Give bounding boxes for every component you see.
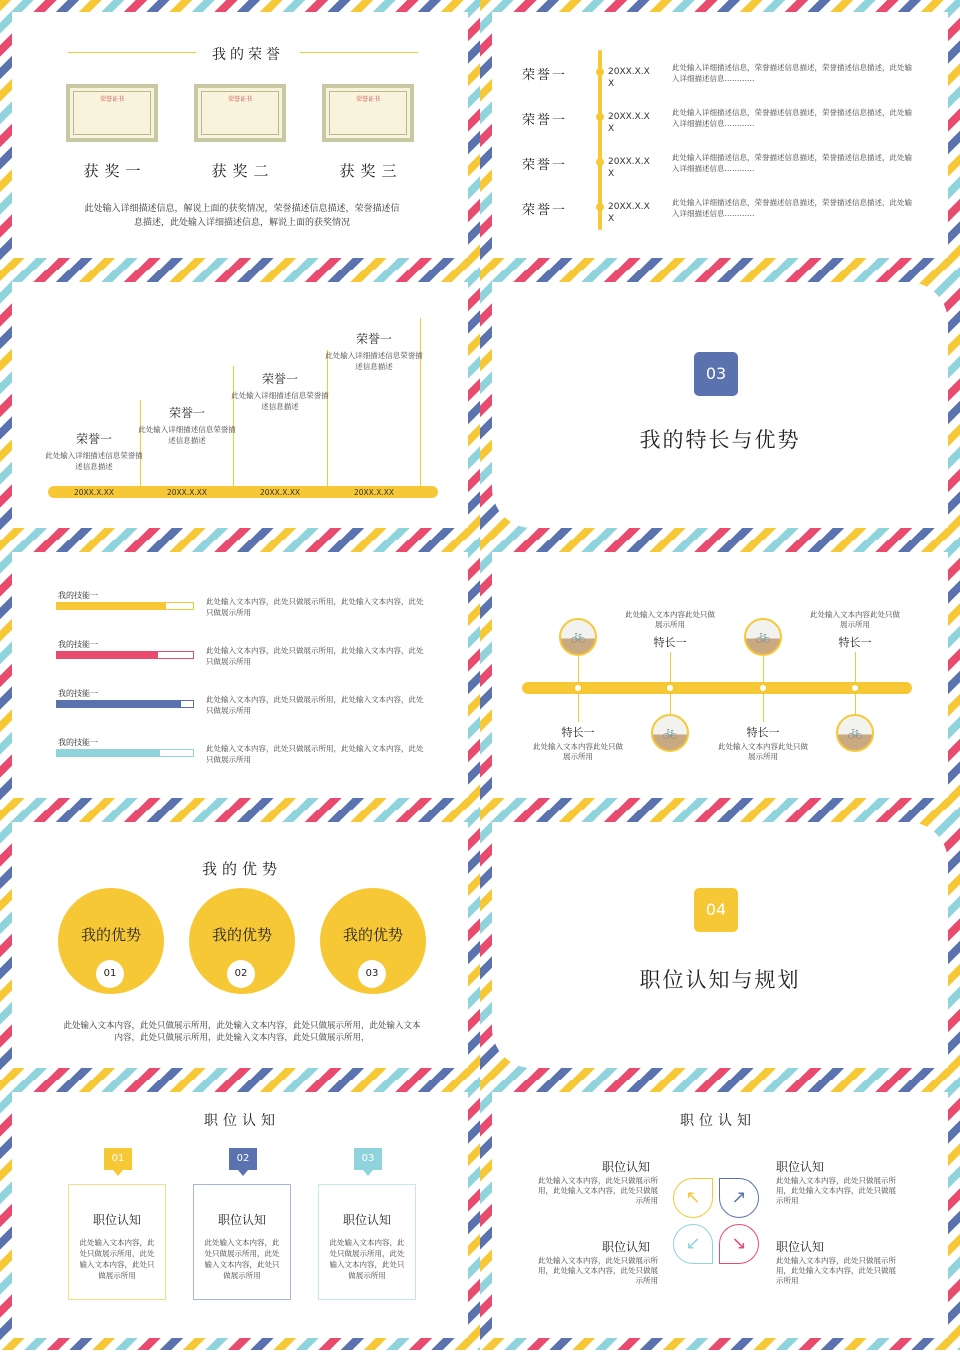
step-desc: 此处输入详细描述信息荣誉描述信息描述 bbox=[138, 425, 236, 445]
quad-desc: 此处输入文本内容，此处只做展示所用，此处输入文本内容，此处只做展示所用 bbox=[776, 1256, 896, 1285]
slide-section-03[interactable] bbox=[480, 270, 960, 540]
specialty-title: 特长一 bbox=[746, 726, 780, 739]
skill-bar bbox=[56, 700, 194, 708]
advantage-circle bbox=[58, 888, 164, 994]
certificate-image bbox=[322, 84, 414, 142]
skill-label: 我的技能一 bbox=[58, 591, 98, 600]
quad-title: 职位认知 bbox=[602, 1160, 651, 1174]
step-desc: 此处输入详细描述信息荣誉描述信息描述 bbox=[45, 451, 143, 471]
step-desc: 此处输入详细描述信息荣誉描述信息描述 bbox=[231, 391, 329, 411]
slide-honor-steps[interactable] bbox=[0, 270, 480, 540]
honor-desc: 此处输入详细描述信息，荣誉描述信息描述，荣誉描述信息描述，此处输入详细描述信息………… bbox=[672, 198, 912, 218]
slide-content bbox=[492, 822, 948, 1068]
card-desc: 此处输入文本内容，此处只做展示所用，此处输入文本内容，此处只做展示所用 bbox=[79, 1238, 155, 1280]
advantage-circle bbox=[320, 888, 426, 994]
skill-fill bbox=[57, 603, 166, 609]
title-line-right bbox=[300, 52, 418, 53]
honor-desc: 此处输入详细描述信息，荣誉描述信息描述，荣誉描述信息描述，此处输入详细描述信息………… bbox=[672, 153, 912, 173]
timeline-dot bbox=[596, 203, 604, 211]
card-desc: 此处输入文本内容，此处只做展示所用，此处输入文本内容，此处只做展示所用 bbox=[329, 1238, 405, 1280]
quad-title: 职位认知 bbox=[602, 1240, 651, 1254]
arrow-up-left-icon: ↖ bbox=[685, 1187, 701, 1208]
specialty-desc: 此处输入文本内容此处只做展示所用 bbox=[625, 610, 715, 629]
step-title: 荣誉一 bbox=[355, 332, 392, 346]
connector-line bbox=[855, 652, 856, 682]
specialty-desc: 此处输入文本内容此处只做展示所用 bbox=[718, 742, 808, 761]
step-date: 20XX.X.XX bbox=[73, 488, 114, 497]
slide-advantages[interactable] bbox=[0, 810, 480, 1080]
slide-content bbox=[492, 1092, 948, 1338]
slide-content bbox=[12, 282, 468, 528]
slide-title: 职位认知 bbox=[680, 1113, 756, 1129]
step-date: 20XX.X.XX bbox=[166, 488, 207, 497]
section-number-badge: 04 bbox=[694, 888, 738, 932]
connector-line bbox=[670, 694, 671, 714]
bicycle-icon: 🚲 bbox=[570, 629, 586, 643]
advantage-label: 我的优势 bbox=[211, 926, 272, 944]
specialty-title: 特长一 bbox=[653, 636, 687, 649]
advantages-description: 此处输入文本内容，此处只做展示所用，此处输入文本内容，此处只做展示所用，此处输入文本内容，此处只做展示所用，此处输入文本内容，此处只做展示所用， bbox=[63, 1021, 421, 1043]
timeline-dot bbox=[596, 113, 604, 121]
honor-date: 20XX.X.XX bbox=[608, 202, 650, 224]
step-title: 荣誉一 bbox=[75, 432, 112, 446]
advantage-number: 02 bbox=[227, 960, 255, 988]
connector-line bbox=[578, 694, 579, 722]
certificate-title: 荣誉证书 bbox=[355, 96, 380, 103]
specialty-desc: 此处输入文本内容此处只做展示所用 bbox=[533, 742, 623, 761]
slide-title: 职位认知 bbox=[204, 1113, 280, 1129]
card-number-tab: 03 bbox=[354, 1148, 382, 1170]
timeline-dot bbox=[596, 68, 604, 76]
slide-content bbox=[12, 552, 468, 798]
advantage-number: 03 bbox=[358, 960, 386, 988]
card-number-tab: 01 bbox=[104, 1148, 132, 1170]
job-card bbox=[68, 1184, 166, 1300]
bicycle-icon: 🚲 bbox=[847, 725, 863, 739]
slide-content bbox=[492, 12, 948, 258]
honor-desc: 此处输入详细描述信息，荣誉描述信息描述，荣誉描述信息描述，此处输入详细描述信息………… bbox=[672, 63, 912, 83]
honor-label: 荣誉一 bbox=[522, 203, 568, 218]
card-number-tab: 02 bbox=[229, 1148, 257, 1170]
advantage-label: 我的优势 bbox=[342, 926, 403, 944]
axis-dot bbox=[851, 684, 859, 692]
advantage-number: 01 bbox=[96, 960, 124, 988]
slide-honors[interactable] bbox=[0, 0, 480, 270]
bicycle-icon: 🚲 bbox=[755, 629, 771, 643]
arrow-down-left-icon: ↙ bbox=[685, 1233, 701, 1254]
honor-date: 20XX.X.XX bbox=[608, 112, 650, 134]
skill-desc: 此处输入文本内容，此处只做展示所用，此处输入文本内容，此处只做展示所用 bbox=[206, 695, 424, 715]
award-label: 获奖一 bbox=[83, 162, 147, 180]
cyclist-photo bbox=[559, 618, 597, 656]
skill-fill bbox=[57, 652, 158, 658]
slide-specialties[interactable] bbox=[480, 540, 960, 810]
honor-desc: 此处输入详细描述信息，荣誉描述信息描述，荣誉描述信息描述，此处输入详细描述信息………… bbox=[672, 108, 912, 128]
certificate-image bbox=[66, 84, 158, 142]
slide-content bbox=[492, 552, 948, 798]
honors-description: 此处输入详细描述信息，解说上面的获奖情况，荣誉描述信息描述，荣誉描述信息描述，此处输入详细描述信息，解说上面的获奖情况 bbox=[84, 204, 400, 228]
slide-content bbox=[12, 822, 468, 1068]
quad-desc: 此处输入文本内容，此处只做展示所用，此处输入文本内容，此处只做展示所用 bbox=[776, 1176, 896, 1205]
quad-leaf-pink bbox=[719, 1224, 759, 1264]
card-title: 职位认知 bbox=[342, 1213, 391, 1227]
skill-desc: 此处输入文本内容，此处只做展示所用，此处输入文本内容，此处只做展示所用 bbox=[206, 744, 424, 764]
skill-bar bbox=[56, 602, 194, 610]
connector-line bbox=[763, 694, 764, 722]
axis-dot bbox=[574, 684, 582, 692]
honor-date: 20XX.X.XX bbox=[608, 67, 650, 89]
step-date: 20XX.X.XX bbox=[259, 488, 300, 497]
card-desc: 此处输入文本内容，此处只做展示所用，此处输入文本内容，此处只做展示所用 bbox=[204, 1238, 280, 1280]
cyclist-photo bbox=[836, 714, 874, 752]
slide-skills[interactable] bbox=[0, 540, 480, 810]
honor-label: 荣誉一 bbox=[522, 113, 568, 128]
slide-title: 我的优势 bbox=[201, 860, 282, 878]
slide-content bbox=[12, 1092, 468, 1338]
job-card bbox=[193, 1184, 291, 1300]
certificate-image bbox=[194, 84, 286, 142]
skill-label: 我的技能一 bbox=[58, 640, 98, 649]
skill-bar bbox=[56, 651, 194, 659]
award-label: 获奖二 bbox=[211, 162, 275, 180]
specialty-desc: 此处输入文本内容此处只做展示所用 bbox=[810, 610, 900, 629]
card-title: 职位认知 bbox=[217, 1213, 266, 1227]
arrow-down-right-icon: ↘ bbox=[731, 1233, 747, 1254]
section-title: 我的特长与优势 bbox=[639, 428, 801, 452]
section-title: 职位认知与规划 bbox=[639, 968, 801, 992]
quad-leaf-teal bbox=[673, 1224, 713, 1264]
skill-label: 我的技能一 bbox=[58, 738, 98, 747]
quad-title: 职位认知 bbox=[776, 1160, 825, 1174]
slide-content bbox=[492, 282, 948, 528]
slide-job-quad[interactable] bbox=[480, 1080, 960, 1350]
section-number-badge: 03 bbox=[694, 352, 738, 396]
honor-label: 荣誉一 bbox=[522, 158, 568, 173]
cyclist-photo bbox=[744, 618, 782, 656]
slide-job-cards[interactable] bbox=[0, 1080, 480, 1350]
quad-desc: 此处输入文本内容，此处只做展示所用，此处输入文本内容，此处只做展示所用 bbox=[538, 1256, 658, 1285]
step-desc: 此处输入详细描述信息荣誉描述信息描述 bbox=[325, 351, 423, 371]
advantage-circle bbox=[189, 888, 295, 994]
connector-line bbox=[578, 656, 579, 682]
slide-section-04[interactable] bbox=[480, 810, 960, 1080]
connector-line bbox=[670, 652, 671, 682]
skill-bar bbox=[56, 749, 194, 757]
skill-label: 我的技能一 bbox=[58, 689, 98, 698]
card-title: 职位认知 bbox=[92, 1213, 141, 1227]
specialty-title: 特长一 bbox=[561, 726, 595, 739]
quad-title: 职位认知 bbox=[776, 1240, 825, 1254]
cyclist-photo bbox=[651, 714, 689, 752]
axis-dot bbox=[759, 684, 767, 692]
axis-dot bbox=[666, 684, 674, 692]
step-date: 20XX.X.XX bbox=[353, 488, 394, 497]
skill-fill bbox=[57, 701, 181, 707]
slide-honor-timeline[interactable] bbox=[480, 0, 960, 270]
connector-line bbox=[763, 656, 764, 682]
step-title: 荣誉一 bbox=[261, 372, 298, 386]
quad-leaf-yellow bbox=[673, 1178, 713, 1218]
honor-label: 荣誉一 bbox=[522, 68, 568, 83]
slide-content bbox=[12, 12, 468, 258]
step-title: 荣誉一 bbox=[168, 406, 205, 420]
timeline-dot bbox=[596, 158, 604, 166]
quad-desc: 此处输入文本内容，此处只做展示所用，此处输入文本内容，此处只做展示所用 bbox=[538, 1176, 658, 1205]
arrow-up-right-icon: ↗ bbox=[731, 1187, 747, 1208]
advantage-label: 我的优势 bbox=[80, 926, 141, 944]
honor-date: 20XX.X.XX bbox=[608, 157, 650, 179]
title-line-left bbox=[68, 52, 196, 53]
connector-line bbox=[855, 694, 856, 714]
certificate-title: 荣誉证书 bbox=[99, 96, 124, 103]
award-label: 获奖三 bbox=[339, 162, 403, 180]
job-card bbox=[318, 1184, 416, 1300]
quad-leaf-navy bbox=[719, 1178, 759, 1218]
skill-desc: 此处输入文本内容，此处只做展示所用，此处输入文本内容，此处只做展示所用 bbox=[206, 597, 424, 617]
specialty-title: 特长一 bbox=[838, 636, 872, 649]
skill-desc: 此处输入文本内容，此处只做展示所用，此处输入文本内容，此处只做展示所用 bbox=[206, 646, 424, 666]
certificate-title: 荣誉证书 bbox=[227, 96, 252, 103]
slide-title: 我的荣誉 bbox=[212, 47, 284, 63]
skill-fill bbox=[57, 750, 160, 756]
bicycle-icon: 🚲 bbox=[662, 725, 678, 739]
